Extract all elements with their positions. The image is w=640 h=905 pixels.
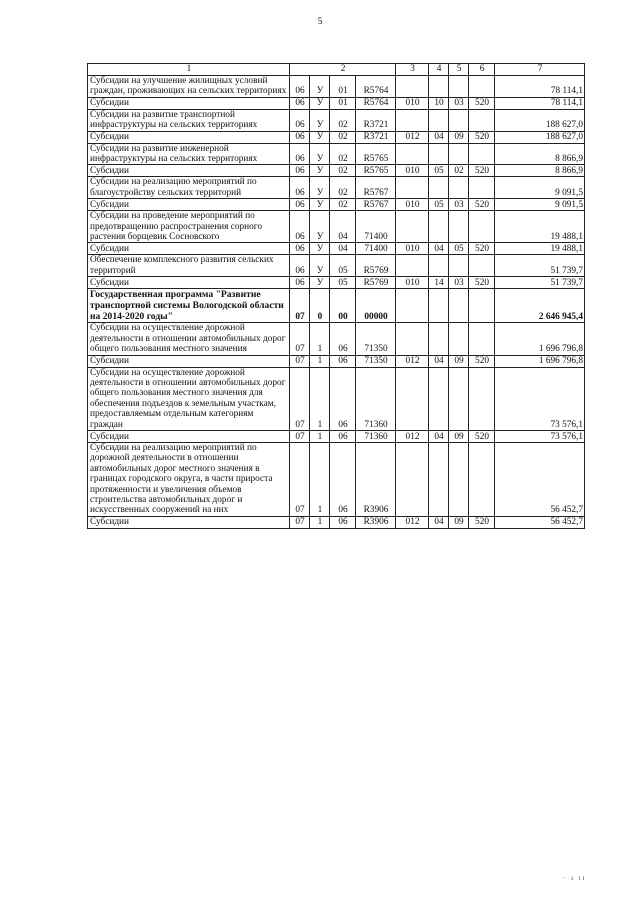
row-code: 012 (396, 516, 429, 528)
row-code: 010 (396, 243, 429, 255)
row-amount: 8 866,9 (495, 143, 585, 165)
budget-table (87, 63, 585, 529)
table-row (88, 255, 585, 277)
row-amount: 1 696 796,8 (495, 323, 585, 355)
row-code: У (310, 97, 330, 109)
row-code: 01 (330, 76, 356, 98)
row-code: 02 (330, 131, 356, 143)
row-code (396, 323, 429, 355)
row-label: Субсидии на осуществление дорожной деятельности в отношении автомобильных дорог общего пользования местного значения (88, 323, 290, 355)
row-code: 06 (290, 277, 310, 289)
row-code: 07 (290, 430, 310, 442)
row-code: 520 (469, 355, 495, 367)
row-code: R5764 (356, 76, 396, 98)
row-code: 06 (290, 76, 310, 98)
row-code (396, 177, 429, 199)
row-code (469, 76, 495, 98)
row-code: 01 (330, 97, 356, 109)
row-code: 010 (396, 97, 429, 109)
table-row (88, 143, 585, 165)
row-code: R5767 (356, 177, 396, 199)
row-code (429, 76, 449, 98)
row-code: 06 (330, 442, 356, 516)
row-code: У (310, 211, 330, 243)
row-code: 520 (469, 243, 495, 255)
row-code: R3721 (356, 109, 396, 131)
row-code (469, 177, 495, 199)
row-code: 06 (330, 323, 356, 355)
row-code: 09 (449, 131, 469, 143)
row-code: 09 (449, 355, 469, 367)
row-label: Субсидии (88, 97, 290, 109)
row-code: У (310, 177, 330, 199)
row-code: 05 (449, 243, 469, 255)
row-code: 03 (449, 199, 469, 211)
row-code: 520 (469, 97, 495, 109)
row-amount: 2 646 945,4 (495, 289, 585, 323)
row-code: 04 (429, 131, 449, 143)
row-label: Субсидии (88, 165, 290, 177)
row-code: У (310, 243, 330, 255)
row-label: Субсидии (88, 243, 290, 255)
table-row-section (88, 289, 585, 323)
row-code (449, 442, 469, 516)
row-code (429, 177, 449, 199)
row-code: 06 (290, 143, 310, 165)
row-code: 06 (330, 355, 356, 367)
row-code: 04 (429, 516, 449, 528)
row-code: 04 (429, 430, 449, 442)
row-code: 07 (290, 289, 310, 323)
row-amount: 188 627,0 (495, 131, 585, 143)
row-code (469, 211, 495, 243)
row-amount: 51 739,7 (495, 255, 585, 277)
table-row-total (88, 97, 585, 109)
row-code (469, 289, 495, 323)
row-code: У (310, 255, 330, 277)
row-code: 010 (396, 277, 429, 289)
row-code: 1 (310, 516, 330, 528)
row-code (429, 109, 449, 131)
row-code: У (310, 109, 330, 131)
row-code (396, 211, 429, 243)
row-code: 06 (290, 131, 310, 143)
row-label: Субсидии (88, 277, 290, 289)
row-code: У (310, 277, 330, 289)
row-code: 06 (290, 255, 310, 277)
row-code: 1 (310, 442, 330, 516)
row-code (449, 76, 469, 98)
row-code (469, 442, 495, 516)
row-code: 010 (396, 199, 429, 211)
row-code (396, 255, 429, 277)
row-code: У (310, 131, 330, 143)
row-amount: 73 576,1 (495, 430, 585, 442)
table-row-total (88, 243, 585, 255)
row-code: 06 (290, 243, 310, 255)
row-code: 03 (449, 97, 469, 109)
table-row (88, 76, 585, 98)
row-code: 07 (290, 367, 310, 430)
row-code: 05 (330, 277, 356, 289)
row-code (469, 109, 495, 131)
row-code: 04 (330, 243, 356, 255)
row-code: R5767 (356, 199, 396, 211)
row-code: 06 (290, 199, 310, 211)
row-code: 06 (290, 97, 310, 109)
row-code: 05 (429, 165, 449, 177)
row-label: Субсидии (88, 131, 290, 143)
row-code (469, 367, 495, 430)
row-code: 05 (429, 199, 449, 211)
row-code: У (310, 165, 330, 177)
row-code (396, 442, 429, 516)
row-amount: 56 452,7 (495, 442, 585, 516)
row-code: 0 (310, 289, 330, 323)
row-code (429, 442, 449, 516)
row-code: 07 (290, 355, 310, 367)
row-code: R5769 (356, 277, 396, 289)
row-amount: 8 866,9 (495, 165, 585, 177)
table-row (88, 367, 585, 430)
row-code: 02 (330, 177, 356, 199)
table-row-total (88, 516, 585, 528)
row-code: 520 (469, 199, 495, 211)
row-code: 04 (429, 355, 449, 367)
row-amount: 78 114,1 (495, 97, 585, 109)
row-code: 1 (310, 323, 330, 355)
table-row (88, 211, 585, 243)
row-amount: 56 452,7 (495, 516, 585, 528)
row-code: 06 (330, 516, 356, 528)
row-code: R5764 (356, 97, 396, 109)
row-code (396, 367, 429, 430)
row-code: 06 (290, 109, 310, 131)
row-amount: 188 627,0 (495, 109, 585, 131)
row-amount: 19 488,1 (495, 243, 585, 255)
row-code (396, 76, 429, 98)
row-code: 04 (429, 243, 449, 255)
table-header-row (88, 64, 585, 76)
row-code: 71400 (356, 211, 396, 243)
row-code: 06 (330, 367, 356, 430)
row-label: Субсидии (88, 516, 290, 528)
row-code: R3906 (356, 442, 396, 516)
row-label: Субсидии (88, 355, 290, 367)
row-code (449, 255, 469, 277)
row-code: 10 (429, 97, 449, 109)
row-code (429, 289, 449, 323)
row-amount: 73 576,1 (495, 367, 585, 430)
row-code (449, 367, 469, 430)
row-amount: 51 739,7 (495, 277, 585, 289)
row-code: 02 (330, 143, 356, 165)
row-label: Государственная программа "Развитие транспортной системы Вологодской области на 2014-2020 годы" (88, 289, 290, 323)
row-label: Субсидии (88, 430, 290, 442)
row-code: R3906 (356, 516, 396, 528)
header-cell: 3 (396, 64, 429, 76)
row-code: 07 (290, 516, 310, 528)
row-code: 00 (330, 289, 356, 323)
row-code: 04 (330, 211, 356, 243)
row-label: Субсидии (88, 199, 290, 211)
row-code: 520 (469, 131, 495, 143)
row-code: 07 (290, 442, 310, 516)
row-code: 520 (469, 277, 495, 289)
row-code: 012 (396, 430, 429, 442)
row-code: 02 (330, 199, 356, 211)
row-code: 06 (290, 165, 310, 177)
row-code: R5765 (356, 165, 396, 177)
row-code: 71360 (356, 430, 396, 442)
row-code: R5769 (356, 255, 396, 277)
row-code (429, 367, 449, 430)
row-code: 520 (469, 430, 495, 442)
row-code: 1 (310, 367, 330, 430)
row-code (449, 177, 469, 199)
row-code: 012 (396, 355, 429, 367)
row-code (449, 143, 469, 165)
row-code: 06 (290, 211, 310, 243)
header-cell: 6 (469, 64, 495, 76)
row-code: 14 (429, 277, 449, 289)
table-row-total (88, 430, 585, 442)
header-cell: 7 (495, 64, 585, 76)
row-code: 03 (449, 277, 469, 289)
row-code: 02 (330, 165, 356, 177)
page-number: 5 (317, 16, 323, 26)
row-code: 71360 (356, 367, 396, 430)
row-code: 09 (449, 430, 469, 442)
table-row (88, 442, 585, 516)
row-code (429, 323, 449, 355)
row-code (429, 255, 449, 277)
row-label: Субсидии на реализацию мероприятий по дорожной деятельности в отношении автомобильных дорог местного значения в границах городского округа, в части прироста протяженности и увеличения объемов строительства автомобильных дорог и искусственных сооружений на них (88, 442, 290, 516)
row-amount: 19 488,1 (495, 211, 585, 243)
row-code: 05 (330, 255, 356, 277)
row-code: 06 (290, 177, 310, 199)
row-code: 71350 (356, 355, 396, 367)
table-row-total (88, 165, 585, 177)
row-code: У (310, 199, 330, 211)
row-label: Субсидии на реализацию мероприятий по благоустройству сельских территорий (88, 177, 290, 199)
header-cell: 4 (429, 64, 449, 76)
row-code (469, 255, 495, 277)
header-cell: 2 (290, 64, 396, 76)
row-code: У (310, 76, 330, 98)
row-amount: 9 091,5 (495, 199, 585, 211)
row-amount: 1 696 796,8 (495, 355, 585, 367)
row-code (396, 143, 429, 165)
table-row-total (88, 355, 585, 367)
row-code (449, 323, 469, 355)
row-code: 520 (469, 165, 495, 177)
row-code (449, 289, 469, 323)
row-code (469, 323, 495, 355)
row-code: 00000 (356, 289, 396, 323)
row-code: R5765 (356, 143, 396, 165)
row-code: 1 (310, 355, 330, 367)
row-code: 010 (396, 165, 429, 177)
header-cell: 1 (88, 64, 290, 76)
row-code: 09 (449, 516, 469, 528)
table-row (88, 323, 585, 355)
row-code: У (310, 143, 330, 165)
row-amount: 9 091,5 (495, 177, 585, 199)
row-code: 71400 (356, 243, 396, 255)
row-code (396, 109, 429, 131)
footer-mark: · ı ıı (563, 874, 587, 882)
row-label: Субсидии на развитие инженерной инфраструктуры на сельских территориях (88, 143, 290, 165)
row-label: Субсидии на улучшение жилищных условий граждан, проживающих на сельских территориях (88, 76, 290, 98)
row-label: Субсидии на развитие транспортной инфраструктуры на сельских территориях (88, 109, 290, 131)
row-amount: 78 114,1 (495, 76, 585, 98)
row-code: 71350 (356, 323, 396, 355)
row-code: 02 (449, 165, 469, 177)
table-row-total (88, 199, 585, 211)
row-label: Субсидии на проведение мероприятий по предотвращению распространения сорного растения борщевик Сосновского (88, 211, 290, 243)
row-code: 520 (469, 516, 495, 528)
table-row (88, 109, 585, 131)
row-code: 07 (290, 323, 310, 355)
row-code (396, 289, 429, 323)
row-label: Субсидии на осуществление дорожной деятельности в отношении автомобильных дорог общего пользования местного значения для обеспечения подъездов к земельным участкам, предоставляемым отдельным категориям граждан (88, 367, 290, 430)
row-code (449, 211, 469, 243)
table-row-total (88, 277, 585, 289)
row-code (429, 143, 449, 165)
row-code: R3721 (356, 131, 396, 143)
row-code (449, 109, 469, 131)
row-code: 06 (330, 430, 356, 442)
row-code: 012 (396, 131, 429, 143)
table-row (88, 177, 585, 199)
row-code: 02 (330, 109, 356, 131)
row-code (429, 211, 449, 243)
row-code: 1 (310, 430, 330, 442)
row-code (469, 143, 495, 165)
header-cell: 5 (449, 64, 469, 76)
table-row-total (88, 131, 585, 143)
row-label: Обеспечение комплексного развития сельских территорий (88, 255, 290, 277)
